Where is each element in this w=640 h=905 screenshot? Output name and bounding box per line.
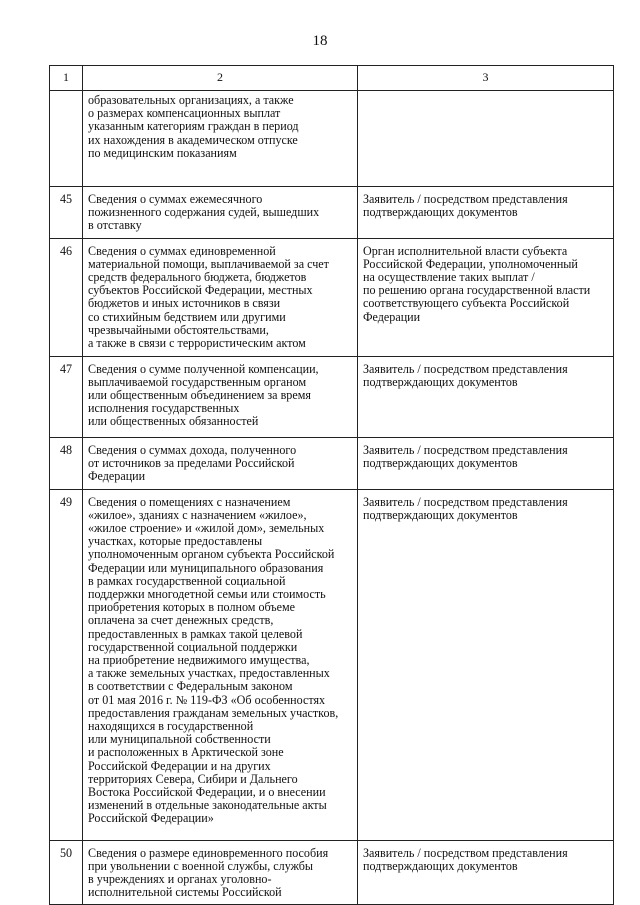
description-line: бюджетов и иных источников в связи <box>88 296 281 311</box>
row-description <box>83 238 358 356</box>
description-line: приобретения которых в полном объеме <box>88 600 295 615</box>
row-number <box>50 187 83 239</box>
description-line: по медицинским показаниям <box>88 145 237 160</box>
source-line: подтверждающих документов <box>363 374 518 389</box>
description-line: или общественных обязанностей <box>88 414 259 429</box>
description-line: предоставления гражданам земельных участков, <box>88 705 339 720</box>
description-line: а также земельных участках, предоставленных <box>88 666 330 681</box>
description-line: находящихся в государственной <box>88 719 254 734</box>
description-line: в рамках государственной социальной <box>88 573 286 588</box>
row-description <box>83 91 358 187</box>
description-line: указанным категориям граждан в период <box>88 119 299 134</box>
description-line: Российской Федерации» <box>88 811 214 826</box>
description-line: Сведения о сумме полученной компенсации, <box>88 361 319 376</box>
page-number: 18 <box>312 33 328 49</box>
description-line: субъектов Российской Федерации, местных <box>88 283 313 298</box>
source-line: по решению органа государственной власти <box>363 283 591 298</box>
table-row <box>50 437 614 489</box>
source-line: Заявитель / посредством представления <box>363 442 568 457</box>
row-number <box>50 840 83 905</box>
row-number <box>50 437 83 489</box>
header-col-3: 3 <box>358 66 614 91</box>
row-source <box>358 238 614 356</box>
row-description <box>83 437 358 489</box>
row-number <box>50 489 83 840</box>
table-row <box>50 840 614 905</box>
description-line: оплачена за счет денежных средств, <box>88 613 274 628</box>
row-source <box>358 840 614 905</box>
description-line: образовательных организациях, а также <box>88 93 294 107</box>
source-line: подтверждающих документов <box>363 205 518 220</box>
source-line: подтверждающих документов <box>363 455 518 470</box>
table-row <box>50 356 614 437</box>
description-line: о размерах компенсационных выплат <box>88 106 281 121</box>
description-line: участках, которые предоставлены <box>88 534 263 549</box>
description-line: территориях Севера, Сибири и Дальнего <box>88 771 298 786</box>
source-line: Заявитель / посредством представления <box>363 845 568 860</box>
document-table <box>49 65 614 905</box>
source-line: Федерации <box>363 309 421 324</box>
row-number-text: 46 <box>59 243 73 258</box>
source-line: Заявитель / посредством представления <box>363 192 568 206</box>
description-line: государственной социальной поддержки <box>88 639 298 654</box>
table-row <box>50 187 614 239</box>
description-line: или общественным объединением за время <box>88 388 311 403</box>
description-line: исполнительной системы Российской <box>88 885 282 900</box>
row-source <box>358 437 614 489</box>
source-line: Орган исполнительной власти субъекта <box>363 243 568 258</box>
description-line: поддержки многодетной семьи или стоимость <box>88 587 326 602</box>
row-source <box>358 489 614 840</box>
description-line: «жилое», зданиях с назначением «жилое», <box>88 507 307 522</box>
table-row <box>50 91 614 187</box>
source-line: соответствующего субъекта Российской <box>363 296 570 311</box>
row-number-text: 45 <box>59 192 73 206</box>
row-number <box>50 356 83 437</box>
description-line: в соответствии с Федеральным законом <box>88 679 293 694</box>
source-line: Российской Федерации, уполномоченный <box>363 256 578 271</box>
row-source <box>358 356 614 437</box>
description-line: при увольнении с военной службы, службы <box>88 858 314 873</box>
description-line: Востока Российской Федерации, и о внесении <box>88 785 326 800</box>
description-line: со стихийным бедствием или другими <box>88 309 286 324</box>
source-line: Заявитель / посредством представления <box>363 494 568 509</box>
description-line: Сведения о суммах единовременной <box>88 243 276 258</box>
description-line: уполномоченным органом субъекта Российской <box>88 547 335 562</box>
source-line: Заявитель / посредством представления <box>363 361 568 376</box>
row-number-text: 47 <box>59 361 73 376</box>
header-col-1: 1 <box>50 66 83 91</box>
description-line: Сведения о помещениях с назначением <box>88 494 291 509</box>
row-description <box>83 840 358 905</box>
description-line: предоставленных в рамках такой целевой <box>88 626 303 641</box>
description-line: и расположенных в Арктической зоне <box>88 745 284 760</box>
table-row <box>50 238 614 356</box>
description-line: пожизненного содержания судей, вышедших <box>88 205 320 220</box>
description-line: от 01 мая 2016 г. № 119-ФЗ «Об особенностях <box>88 692 326 707</box>
description-line: материальной помощи, выплачиваемой за счет <box>88 256 329 271</box>
description-line: Федерации или муниципального образования <box>88 560 324 575</box>
row-description <box>83 489 358 840</box>
description-line: в учреждениях и органах уголовно- <box>88 872 272 887</box>
source-line: подтверждающих документов <box>363 858 518 873</box>
description-line: или муниципальной собственности <box>88 732 271 747</box>
table-header-row <box>50 66 614 91</box>
description-line: «жилое строение» и «жилой дом», земельных <box>88 521 325 536</box>
description-line: Сведения о суммах ежемесячного <box>88 192 263 206</box>
description-line: чрезвычайными обстоятельствами, <box>88 322 269 337</box>
description-line: в отставку <box>88 218 142 233</box>
row-number-text: 49 <box>59 494 73 509</box>
description-line: а также в связи с террористическим актом <box>88 336 306 351</box>
description-line: на приобретение недвижимого имущества, <box>88 653 310 668</box>
row-number <box>50 238 83 356</box>
row-description <box>83 187 358 239</box>
description-line: Федерации <box>88 469 146 484</box>
description-line: Российской Федерации и на других <box>88 758 271 773</box>
row-number-text: 50 <box>59 845 73 860</box>
description-line: их нахождения в академическом отпуске <box>88 132 298 147</box>
description-line: средств федерального бюджета, бюджетов <box>88 270 307 285</box>
row-source <box>358 91 614 187</box>
header-col-2: 2 <box>83 66 358 91</box>
row-description <box>83 356 358 437</box>
description-line: изменений в отдельные законодательные акты <box>88 798 327 813</box>
description-line: Сведения о суммах дохода, полученного <box>88 442 297 457</box>
description-line: Сведения о размере единовременного пособия <box>88 845 329 860</box>
description-line: исполнения государственных <box>88 401 240 416</box>
table-row <box>50 489 614 840</box>
row-number-text: 48 <box>59 442 73 457</box>
description-line: выплачиваемой государственным органом <box>88 374 307 389</box>
row-number <box>50 91 83 187</box>
row-source <box>358 187 614 239</box>
description-line: от источников за пределами Российской <box>88 455 295 470</box>
source-line: подтверждающих документов <box>363 507 518 522</box>
source-line: на осуществление таких выплат / <box>363 270 535 285</box>
